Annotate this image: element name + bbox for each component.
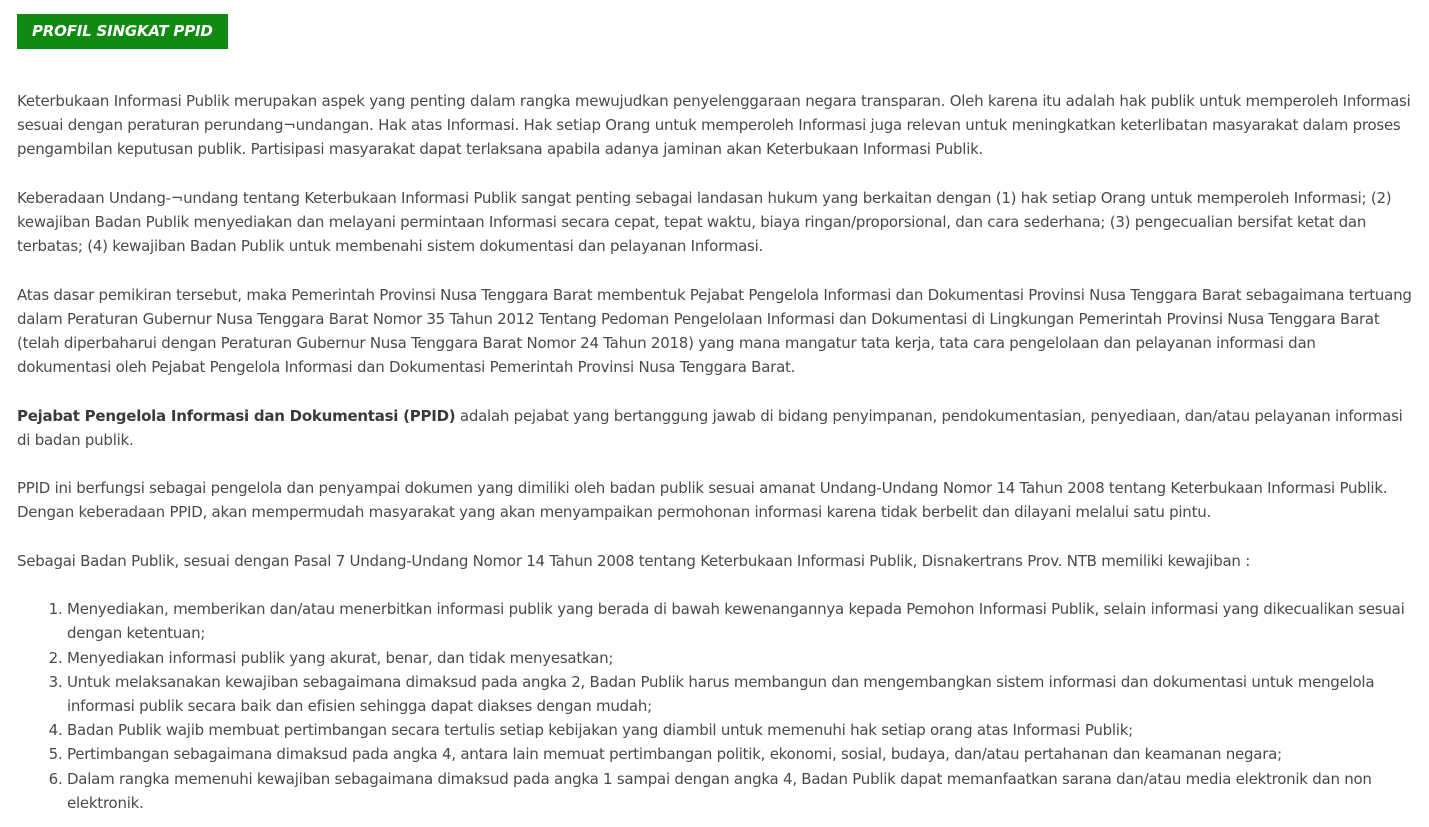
article-content [17, 89, 1412, 815]
list-item: 1. Menyediakan, memberikan dan/atau menerbitkan informasi publik yang berada di bawah kewenangannya kepada Pemohon Informasi Publik, selain informasi yang dikecualikan sesuai dengan ketentuan; [67, 597, 1412, 645]
obligations-list [17, 597, 1412, 815]
list-item: 6. Dalam rangka memenuhi kewajiban sebagaimana dimaksud pada angka 1 sampai dengan angka 4, Badan Publik dapat memanfaatkan sarana dan/atau media elektronik dan non elektronik. [67, 767, 1412, 815]
list-item: 4. Badan Publik wajib membuat pertimbangan secara tertulis setiap kebijakan yang diambil untuk memenuhi hak setiap orang atas Informasi Publik; [67, 718, 1412, 742]
ppid-definition-text: adalah pejabat yang bertanggung jawab di bidang penyimpanan, pendokumentasian, penyediaan, dan/atau pelayanan informasi di badan publik. [17, 406, 1403, 449]
ppid-term: Pejabat Pengelola Informasi dan Dokumentasi (PPID) [17, 406, 456, 425]
paragraph-obligations-intro: Sebagai Badan Publik, sesuai dengan Pasal 7 Undang-Undang Nomor 14 Tahun 2008 tentang Keterbukaan Informasi Publik, Disnakertrans Prov. NTB memiliki kewajiban : [17, 551, 1251, 570]
list-item: 3. Untuk melaksanakan kewajiban sebagaimana dimaksud pada angka 2, Badan Publik harus membangun dan mengembangkan sistem informasi dan dokumentasi untuk mengelola informasi publik secara baik dan efisien sehingga dapat diakses dengan mudah; [67, 670, 1412, 718]
paragraph-regulation: Atas dasar pemikiran tersebut, maka Pemerintah Provinsi Nusa Tenggara Barat membentuk Pejabat Pengelola Informasi dan Dokumentasi Provinsi Nusa Tenggara Barat sebagaimana tertuang dalam Peraturan Gubernur Nusa Tenggara Barat Nomor 35 Tahun 2012 Tentang Pedoman Pengelolaan Informasi dan Dokumentasi di Lingkungan Pemerintah Provinsi Nusa Tenggara Barat (telah diperbaharui dengan Peraturan Gubernur Nusa Tenggara Barat Nomor 24 Tahun 2018) yang mana mangatur tata kerja, tata cara pengelolaan dan pelayanan informasi dan dokumentasi oleh Pejabat Pengelola Informasi dan Dokumentasi Pemerintah Provinsi Nusa Tenggara Barat. [17, 285, 1412, 377]
paragraph-law-importance: Keberadaan Undang-¬undang tentang Keterbukaan Informasi Publik sangat penting sebagai landasan hukum yang berkaitan dengan (1) hak setiap Orang untuk memperoleh Informasi; (2) kewajiban Badan Publik menyediakan dan melayani permintaan Informasi secara cepat, tepat waktu, biaya ringan/proporsional, dan cara sederhana; (3) pengecualian bersifat ketat dan terbatas; (4) kewajiban Badan Publik untuk membenahi sistem dokumentasi dan pelayanan Informasi. [17, 188, 1392, 256]
paragraph-intro: Keterbukaan Informasi Publik merupakan aspek yang penting dalam rangka mewujudkan penyelenggaraan negara transparan. Oleh karena itu adalah hak publik untuk memperoleh Informasi sesuai dengan peraturan perundang¬undangan. Hak atas Informasi. Hak setiap Orang untuk memperoleh Informasi juga relevan untuk meningkatkan keterlibatan masyarakat dalam proses pengambilan keputusan publik. Partisipasi masyarakat dapat terlaksana apabila adanya jaminan akan Keterbukaan Informasi Publik. [17, 92, 1411, 159]
list-item: 2. Menyediakan informasi publik yang akurat, benar, dan tidak menyesatkan; [67, 646, 1412, 670]
paragraph-ppid-function: PPID ini berfungsi sebagai pengelola dan penyampai dokumen yang dimiliki oleh badan publik sesuai amanat Undang-Undang Nomor 14 Tahun 2008 tentang Keterbukaan Informasi Publik. Dengan keberadaan PPID, akan mempermudah masyarakat yang akan menyampaikan permohonan informasi karena tidak berbelit dan dilayani melalui satu pintu. [17, 479, 1388, 522]
section-heading: PROFIL SINGKAT PPID [17, 14, 228, 49]
paragraph-ppid-definition [17, 404, 1412, 452]
list-item: 5. Pertimbangan sebagaimana dimaksud pada angka 4, antara lain memuat pertimbangan politik, ekonomi, sosial, budaya, dan/atau pertahanan dan keamanan negara; [67, 742, 1412, 766]
